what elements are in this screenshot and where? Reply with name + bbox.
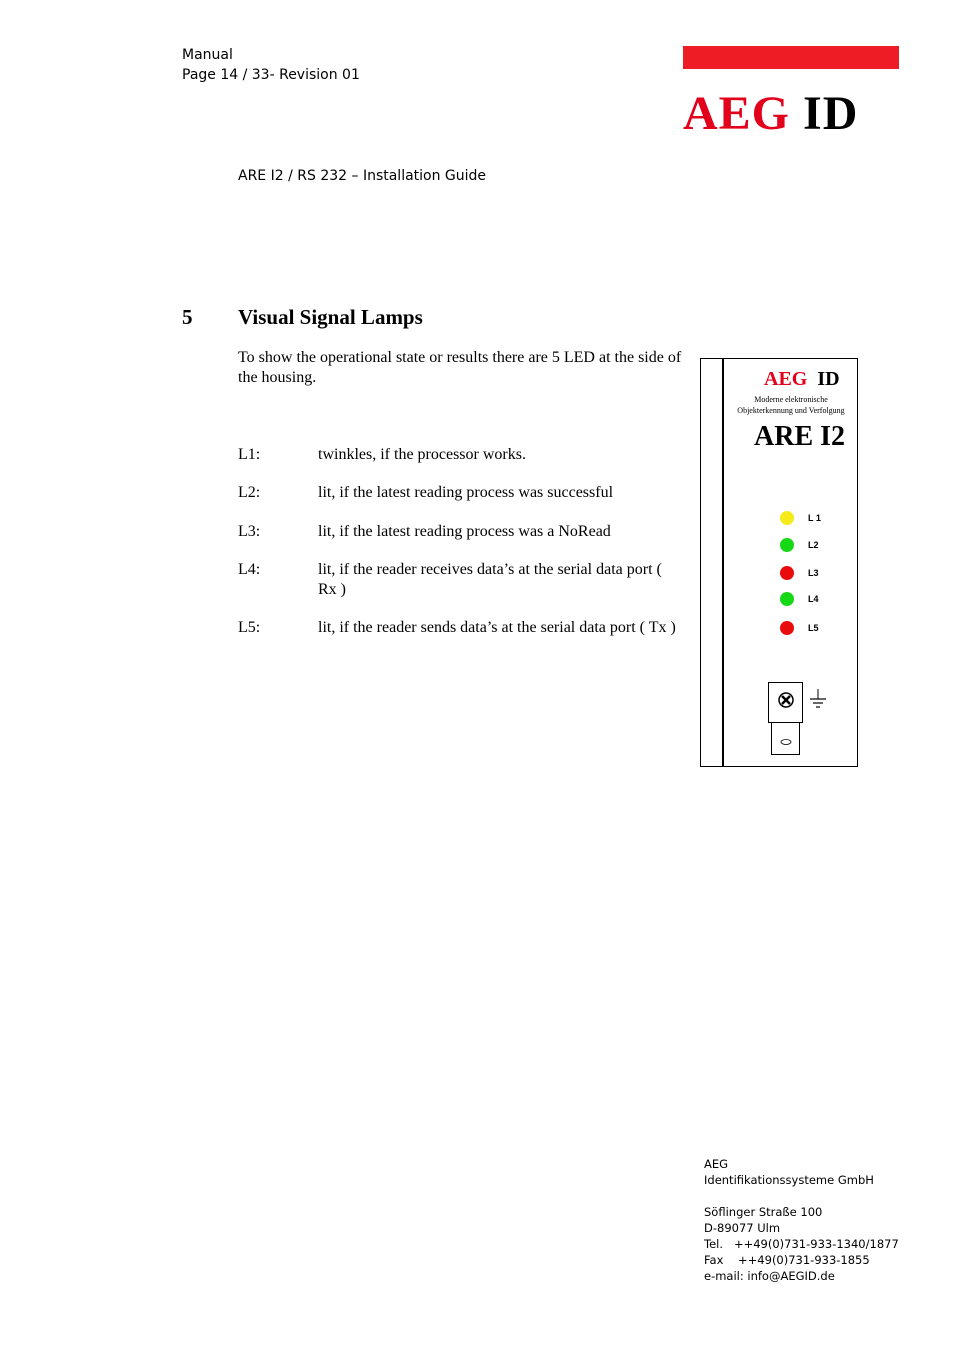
footer-company-line2: Identifikationssysteme GmbH	[704, 1173, 874, 1187]
section-intro: To show the operational state or results there are 5 LED at the side of the housing.	[238, 349, 682, 386]
logo-aeg: AEG	[683, 87, 791, 140]
device-subtitle-line2: Objekterkennung und Verfolgung	[737, 406, 845, 415]
lamp-term-l2: L2:	[238, 484, 261, 501]
led-label-l4: L4	[808, 594, 819, 604]
section-number: 5	[182, 305, 193, 329]
logo-id: ID	[803, 87, 859, 140]
led-l3	[780, 566, 794, 580]
led-label-l2: L2	[808, 540, 819, 550]
led-l2	[780, 538, 794, 552]
document-title: ARE I2 / RS 232 – Installation Guide	[238, 168, 487, 184]
device-logo	[764, 368, 840, 391]
lamp-term-l3: L3:	[238, 523, 261, 540]
device-front-panel	[700, 358, 858, 767]
lamp-description-l2: lit, if the latest reading process was successful	[318, 484, 614, 501]
led-label-l3: L3	[808, 568, 819, 578]
led-label-l5: L5	[808, 623, 819, 633]
device-logo-id: ID	[817, 368, 840, 390]
company-logo	[683, 88, 858, 140]
brand-red-bar	[683, 46, 899, 69]
lamp-term-l4: L4:	[238, 561, 261, 578]
page-info: Page 14 / 33- Revision 01	[182, 67, 360, 83]
led-label-l1: L 1	[808, 513, 821, 523]
led-l4	[780, 592, 794, 606]
footer-city: D-89077 Ulm	[704, 1221, 781, 1235]
footer-telephone: Tel. ++49(0)731-933-1340/1877	[704, 1237, 899, 1251]
lamp-description-l1: twinkles, if the processor works.	[318, 446, 526, 463]
footer-fax: Fax ++49(0)731-933-1855	[704, 1253, 870, 1267]
panel-side-rail	[722, 359, 724, 766]
led-l1	[780, 511, 794, 525]
device-model: ARE I2	[754, 421, 846, 452]
footer-email: e-mail: info@AEGID.de	[704, 1269, 835, 1283]
footer-company-line1: AEG	[704, 1157, 729, 1171]
lamp-term-l1: L1:	[238, 446, 261, 463]
led-l5	[780, 621, 794, 635]
device-subtitle-line1: Moderne elektronische	[754, 395, 828, 404]
lamp-term-l5: L5:	[238, 619, 261, 636]
document-type: Manual	[182, 47, 233, 63]
lamp-description-l5: lit, if the reader sends data’s at the serial data port ( Tx )	[318, 619, 676, 636]
footer-street: Söflinger Straße 100	[704, 1205, 823, 1219]
lamp-description-l4: lit, if the reader receives data’s at the serial data port ( Rx )	[318, 561, 662, 598]
device-logo-aeg: AEG	[764, 368, 808, 390]
ground-terminal-icon	[765, 679, 835, 757]
lamp-description-l3: lit, if the latest reading process was a NoRead	[318, 523, 611, 540]
section-title: Visual Signal Lamps	[238, 305, 423, 329]
